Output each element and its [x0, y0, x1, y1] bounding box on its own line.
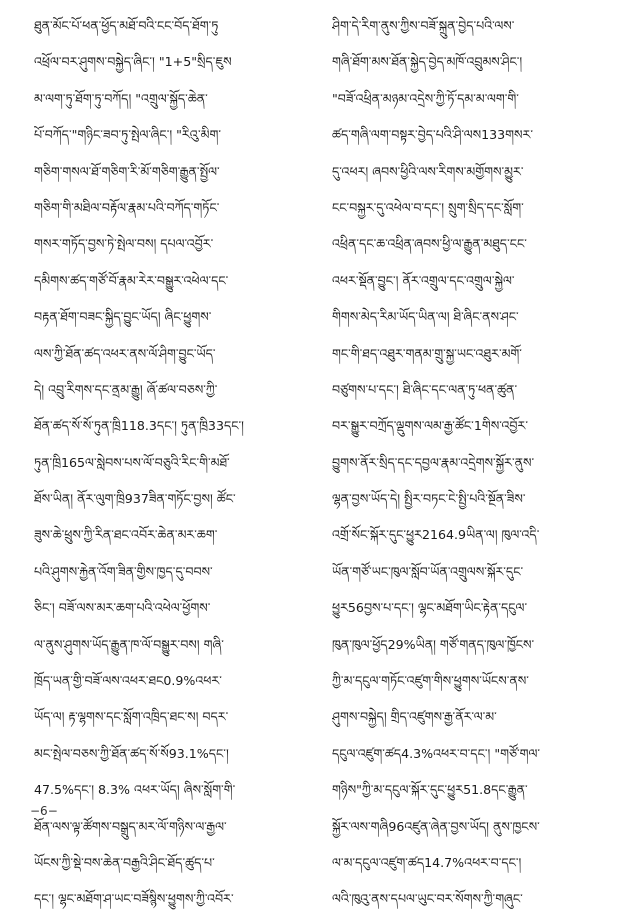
- text-line: "བཟོ་འཕྲིན་མཉམ་འདྲེས་ཀྱི་ཏོ་དམ་མ་ལག་གི་: [332, 90, 519, 106]
- text-line: འཕྲོལ་བར་ཤུགས་བསྐྱེད་ཞིང་། "1+5"སྲིད་ཇུས: [34, 54, 232, 70]
- text-line: དམིགས་ཚད་གཙོ་བོ་རྣམ་རེར་བསྒྱུར་འཕེལ་དང་: [34, 272, 229, 288]
- text-line: ཅིང་། བཟོ་ལས་མར་ཆག་པའི་འཕེལ་ཕྱོགས་: [34, 600, 211, 616]
- text-line: 47.5%དང་། 8.3% འཕར་ཡོད། ཞིས་སློག་གི་: [34, 782, 236, 798]
- text-line: དེ། འབྲུ་རིགས་དང་ནྲམ་རྒྱུ། ཞོ་ཚལ་བཅས་ཀྱི་: [34, 381, 218, 397]
- text-column-right: [332, 8, 594, 918]
- text-line: གང་གི་ཐད་འཐུར་གནམ་གྲུ་སྐྱ་ཡང་འཐུར་མགོ་: [332, 345, 522, 361]
- text-line: ཕྱུར56བྱས་པ་དང་། ལྷང་མཐོག་ཡིང་རྟེན་དངུལ་: [332, 600, 528, 616]
- text-line: ཡོད་ལ། རྟ་ལྷགས་དང་སློག་འཁྲིད་ཐང་ས། བདར་: [34, 709, 229, 725]
- text-line: ཐོན་ཚད་སོ་སོ་ཏུན་ཁྲི118.3དང་། ཏུན་ཁྲི33དང་།: [34, 418, 244, 434]
- text-line: ཤུགས་བསྐྱེད། གྲིད་འཛུགས་རྒྱ་ནོར་ལ་མ་: [332, 709, 497, 725]
- text-line: དང་། ལྷང་མཐོག་ཤ་ཡང་བཟོསྙིས་ཕྱུགས་ཀྱི་འབོར་: [34, 891, 234, 907]
- text-line: ཐོན་ལས་ལྟ་ཚོགས་བསྒྲུད་མར་ལོ་གཉིས་ལ་རྒྱལ་: [34, 818, 227, 834]
- text-line: དུ་འཕར། ཞབས་ཕྱིའི་ལས་རིགས་མགྱོགས་མྱུར་: [332, 163, 524, 179]
- text-line: ཤིག་དེ་རིག་ནུས་ཀྱིས་བཟོ་སྐྲུན་བྱེད་པའི་ལས་: [332, 18, 515, 33]
- text-line: ལས་ཀྱི་ཐོན་ཚད་འཕར་ནས་ལོ་ཤིག་བྱུང་ཡོད་: [34, 345, 216, 361]
- text-line: འཕྲིན་དང་ཆ་འཕྲིན་ཞབས་ཕྱི་ལ་རྒྱུན་མཐུད་ངང་: [332, 236, 527, 252]
- text-line: ཡོན་གཙོ་ཡང་ཁུལ་སློབ་ཡོན་འགྲུལས་སྐོར་དུང་: [332, 563, 524, 579]
- text-line: གཅིག་གི་མཐིལ་བརྟོལ་རྣམ་པའི་བཀོད་གཏོང་: [34, 199, 220, 215]
- text-line: ཟུས་ཆེ་ཕྲུས་ཀྱི་རིན་ཐང་འབོར་ཆེན་མར་ཆག་: [34, 527, 218, 543]
- text-line: པའི་ཤུགས་རྐྱེན་འོག་ཟིན་གྱིས་ཁྱད་དུ་བབས་: [34, 563, 213, 579]
- text-line: ཁུན་ཁུལ་ཕྱོད29%ཡིན། གཙོ་གནད་ཁུལ་ཁྱོངས་: [332, 636, 535, 652]
- text-line: བྱུགས་ནོར་སྲིད་དང་དབྱལ་རྣམ་འདྲེགས་སྐྱོར་ནུས་: [332, 454, 535, 470]
- text-line: ཏུན་ཁྲི165ལ་སླེབས་པས་ལོ་བཅུའི་རིང་གི་མཐོ་: [34, 454, 230, 470]
- text-line: ཀྱི་མ་དངུལ་གཏོང་འཛུག་གིས་ཕྱུགས་ཡོངས་ནས་: [332, 673, 529, 689]
- page-number: −6−: [30, 804, 58, 818]
- text-line: མ་ལག་ཏུ་ཐོག་ཏུ་བཀོད། "འགྲུལ་སྐྱོད་ཆེན་: [34, 90, 208, 106]
- text-line: གསར་གཏོད་བྱས་ཏེ་སྤེལ་བས། དཔལ་འབྱོར་: [34, 236, 214, 252]
- text-line: སྐྱོར་ལས་གཞི96འཛུན་ཞེན་བྱས་ཡོད། ནུས་ཁྱངས་: [332, 818, 540, 834]
- text-line: བར་སྒྱུར་བཀྲོད་ལྡུགས་ལམ་རྒྱ་ཚོང་1གིས་འབྱོར་: [332, 418, 528, 434]
- text-line: དངུལ་འཛུག་ཚད4.3%འཕར་བ་དང་། "གཙོ་གལ་: [332, 745, 541, 761]
- text-line: གཅིག་གསལ་ཐོ་གཅིག་རི་མོ་གཅིག་རྒྱུན་སྤྱོལ་: [34, 163, 220, 179]
- text-line: བཙུགས་པ་དང་། ཐི་ཞིང་དང་ལན་ཏུ་ཕན་ཚུན་: [332, 381, 518, 397]
- text-line: ལ་མ་དངུལ་འཛུག་ཚད14.7%འཕར་བ་དང་།: [332, 854, 522, 870]
- text-line: གཉིས"ཀྱི་མ་དངུལ་སྐོར་དུང་ཕྱུར51.8དང་རྒྱུན་: [332, 782, 528, 798]
- text-line: ངང་བསྐྱར་དུ་འཕེལ་བ་དང་། སྲུག་སྲིད་དང་སློག་: [332, 199, 524, 215]
- text-line: ལྷན་བྱས་ཡོད་དེ། སྤྱིར་བཏང་ངེ་སྤྱི་པའི་སྔོན་ཟིས་: [332, 491, 526, 507]
- text-line: ལ་ནུས་ཤུགས་ཡོད་རྒྱུན་ཁ་ལོ་བསྒྱུར་བས། གཞི་: [34, 636, 224, 652]
- text-line: ཚད་གཞི་ལག་བསྟར་བྱེད་པའི་ཤི་ལས133གསར་: [332, 127, 533, 143]
- text-line: བརྟན་ཐོག་བཟང་སྐྱིད་བྱུང་ཡོད། ཞིང་ཕྱུགས་: [34, 309, 212, 325]
- text-line: འགྲོ་སོང་སྐོར་དུང་ཕྱུར2164.9ཡིན་ལ། ཁུལ་འདི་: [332, 527, 540, 543]
- text-line: ལའི་ཁུའུ་ནས་དཔལ་ཡུང་བར་སོགས་ཀྱི་གཞུང་: [332, 891, 523, 907]
- text-column-left: [34, 8, 296, 918]
- text-line: ཐུན་མོང་པོ་ཕན་ཕྱོད་མཐོ་བའི་ངང་བོད་ཐོག་ཏུ: [34, 18, 219, 33]
- text-line: གཞི་ཐོག་མས་ཐོན་སྐྱེད་བྱེད་མཁོ་འབྲུམས་ཤིང་།: [332, 54, 523, 70]
- text-line: ཁྲོད་ཡན་གྱི་བཟོ་ལས་འཕར་ཐང0.9%འཕར་: [34, 673, 222, 689]
- text-line: གིགས་མེད་རིམ་ཡོད་ཡིན་ལ། ཐི་ཞིང་ནས་ཤང་: [332, 309, 519, 325]
- text-line: ཐོས་ཡིན། ནོར་ལུག་ཁྲི937ཟིན་གཏོང་བྱས། ཚོང་: [34, 491, 236, 507]
- text-line: འཕར་སྡོན་བྱུང་། ནོར་འགྲུལ་དང་འགྲུལ་སྐྱེལ་: [332, 272, 515, 288]
- text-line: པོ་བཀོད་"གཉིང་ཟབ་ཏུ་སྤེལ་ཞིང་། "རིའུ་མིག་: [34, 127, 221, 143]
- text-line: མང་སྤེལ་བཅས་ཀྱི་ཐོན་ཚད་སོ་སོ93.1%དང་།: [34, 745, 229, 761]
- text-line: ཡོངས་ཀྱི་སྡེ་བས་ཆེན་བརྒྱའི་ཤིང་ཐོད་ཚུད་པ་: [34, 854, 215, 870]
